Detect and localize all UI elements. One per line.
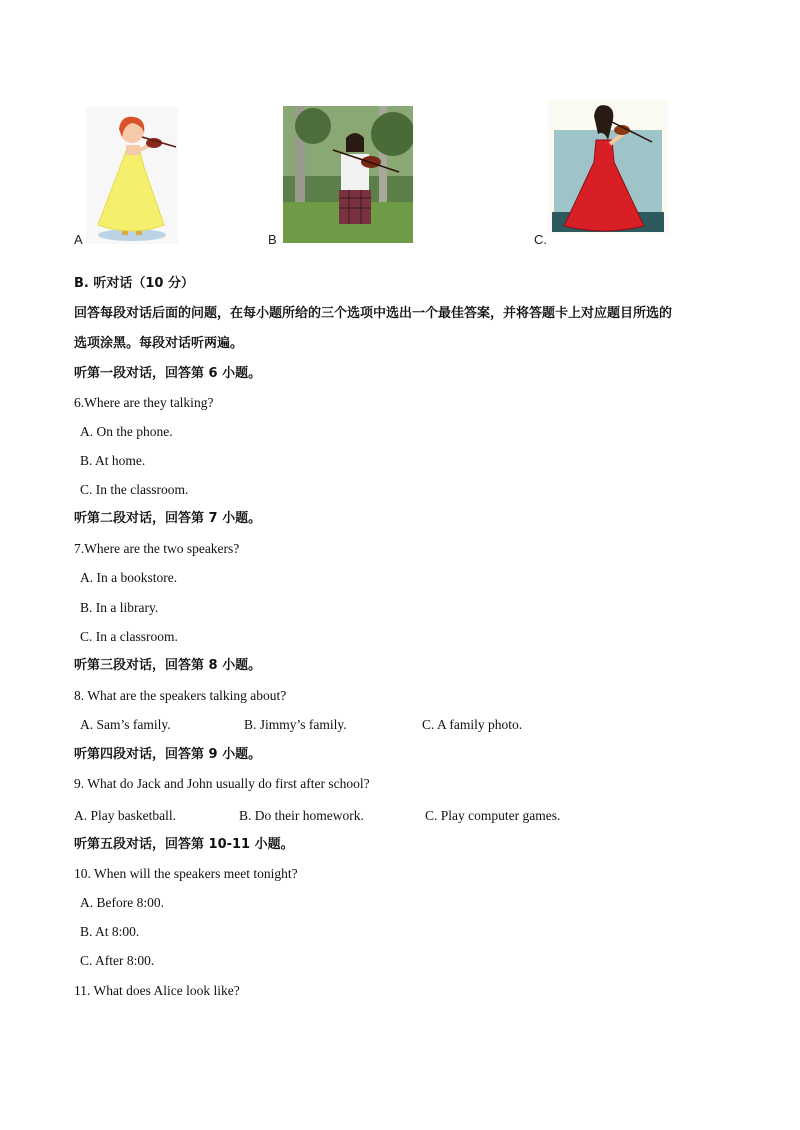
dialog3-heading: 听第三段对话，回答第 8 小题。	[74, 658, 262, 673]
q9-option-a: A. Play basketball.	[74, 808, 176, 823]
dialog1-heading: 听第一段对话，回答第 6 小题。	[74, 366, 262, 381]
q6-option-c: C. In the classroom.	[80, 482, 189, 497]
q9-option-b: B. Do their homework.	[239, 808, 364, 823]
q6-option-b: B. At home.	[80, 453, 146, 468]
picture-b-label: B	[268, 232, 277, 247]
q8-question: 8. What are the speakers talking about?	[74, 688, 287, 703]
section-instruction-line1: 回答每段对话后面的问题，在每小题所给的三个选项中选出一个最佳答案，并将答题卡上对应题目所选的	[74, 306, 673, 321]
picture-c	[548, 100, 668, 234]
q9-question: 9. What do Jack and John usually do first after school?	[74, 776, 370, 791]
violinist-red-dress-illustration	[548, 100, 668, 234]
q9-option-c: C. Play computer games.	[425, 808, 561, 823]
picture-a-label: A	[74, 232, 83, 247]
q7-question: 7.Where are the two speakers?	[74, 541, 240, 556]
q7-option-b: B. In a library.	[80, 600, 159, 615]
violinist-yellow-dress-illustration	[86, 107, 178, 244]
q7-option-a: A. In a bookstore.	[80, 570, 178, 585]
q10-option-a: A. Before 8:00.	[80, 895, 164, 910]
q8-option-c: C. A family photo.	[422, 717, 523, 732]
q6-option-a: A. On the phone.	[80, 424, 173, 439]
q10-option-c: C. After 8:00.	[80, 953, 155, 968]
q11-question: 11. What does Alice look like?	[74, 983, 240, 998]
picture-b	[283, 106, 413, 243]
section-title: B. 听对话（10 分）	[74, 276, 194, 291]
dialog4-heading: 听第四段对话，回答第 9 小题。	[74, 747, 262, 762]
picture-a	[86, 107, 178, 244]
section-instruction-line2: 选项涂黑。每段对话听两遍。	[74, 336, 244, 351]
q10-question: 10. When will the speakers meet tonight?	[74, 866, 298, 881]
violinist-photo	[283, 106, 413, 243]
q8-option-a: A. Sam’s family.	[80, 717, 171, 732]
dialog5-heading: 听第五段对话，回答第 10-11 小题。	[74, 837, 294, 852]
q6-question: 6.Where are they talking?	[74, 395, 214, 410]
dialog2-heading: 听第二段对话，回答第 7 小题。	[74, 511, 262, 526]
q8-option-b: B. Jimmy’s family.	[244, 717, 347, 732]
picture-c-label: C.	[534, 232, 547, 247]
q10-option-b: B. At 8:00.	[80, 924, 140, 939]
q7-option-c: C. In a classroom.	[80, 629, 178, 644]
